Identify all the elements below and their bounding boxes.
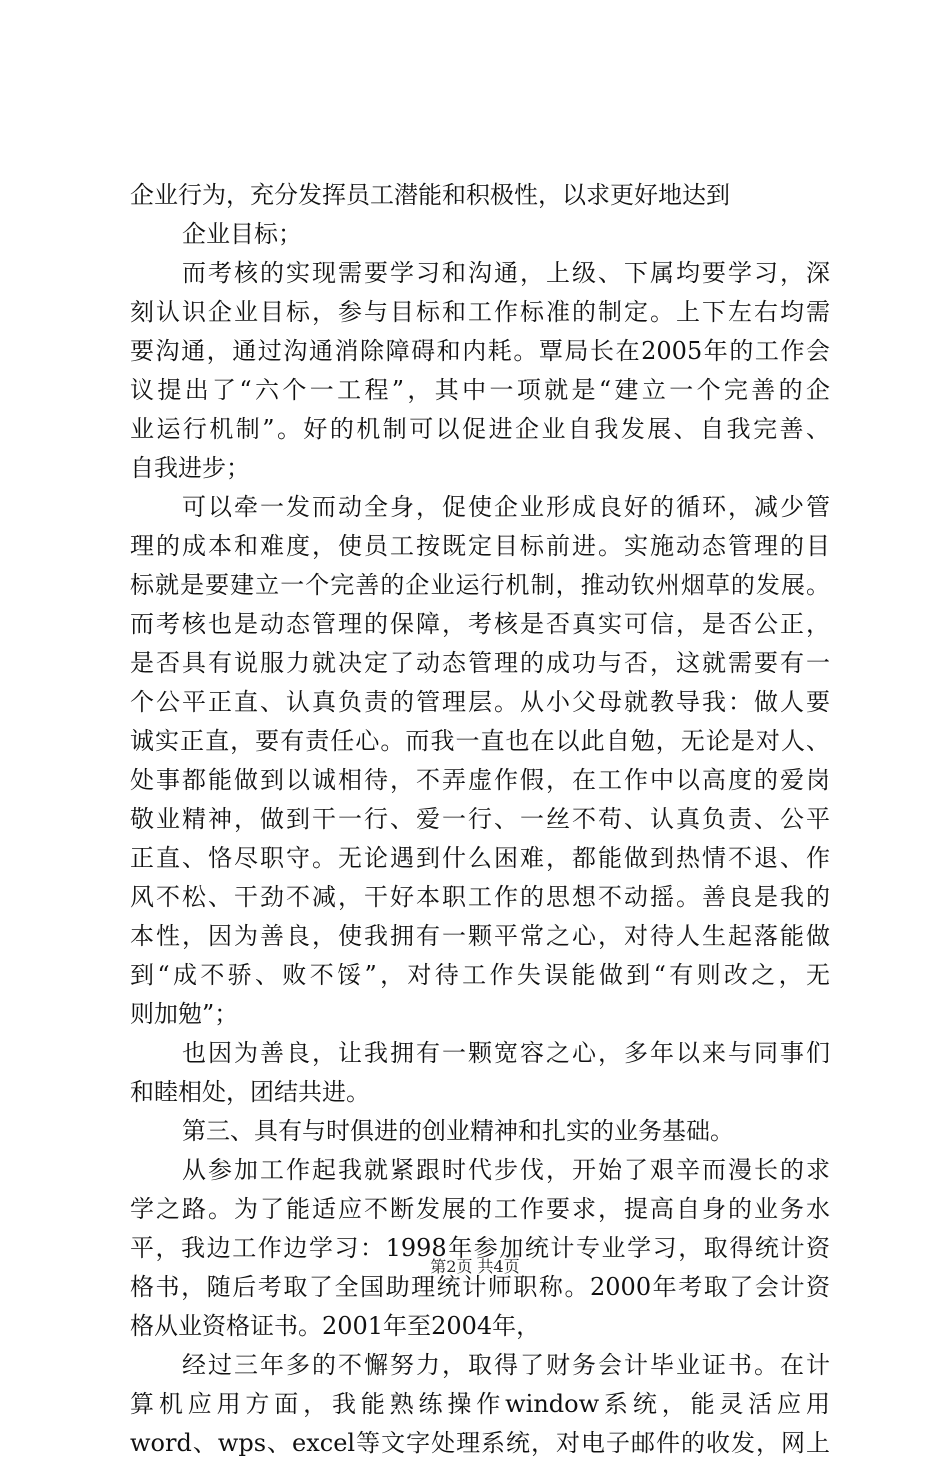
- text-line: 算机应用方面，我能熟练操作window系统，能灵活应用: [130, 1390, 830, 1418]
- text-line: 学之路。为了能适应不断发展的工作要求，提高自身的业务水: [130, 1195, 830, 1223]
- text-line: 本性，因为善良，使我拥有一颗平常之心，对待人生起落能做: [130, 922, 830, 950]
- text-line: 议提出了“六个一工程”，其中一项就是“建立一个完善的企: [130, 376, 830, 404]
- text-line: 敬业精神，做到干一行、爱一行、一丝不苟、认真负责、公平: [130, 805, 830, 833]
- text-line: 而考核也是动态管理的保障，考核是否真实可信，是否公正，: [130, 610, 830, 638]
- text-line: 到“成不骄、败不馁”，对待工作失误能做到“有则改之，无: [130, 961, 830, 989]
- text-line: 从参加工作起我就紧跟时代步伐，开始了艰辛而漫长的求: [182, 1156, 830, 1184]
- text-line: 格书，随后考取了全国助理统计师职称。2000年考取了会计资: [130, 1273, 830, 1301]
- text-line: 诚实正直，要有责任心。而我一直也在以此自勉，无论是对人、: [130, 727, 830, 755]
- text-line: 标就是要建立一个完善的企业运行机制，推动钦州烟草的发展。: [130, 571, 830, 599]
- text-line: 风不松、干劲不减，干好本职工作的思想不动摇。善良是我的: [130, 883, 830, 911]
- text-line: 要沟通，通过沟通消除障碍和内耗。覃局长在2005年的工作会: [130, 337, 830, 365]
- text-line: 可以牵一发而动全身，促使企业形成良好的循环，减少管: [182, 493, 830, 521]
- text-line: 平，我边工作边学习：1998年参加统计专业学习，取得统计资: [130, 1234, 830, 1262]
- text-line: 是否具有说服力就决定了动态管理的成功与否，这就需要有一: [130, 649, 830, 677]
- text-line: 企业目标；: [182, 220, 302, 248]
- text-line: word、wps、excel等文字处理系统，对电子邮件的收发，网上: [130, 1429, 830, 1457]
- text-line: 格从业资格证书。2001年至2004年，: [130, 1312, 541, 1340]
- text-line: 而考核的实现需要学习和沟通，上级、下属均要学习，深: [182, 259, 830, 287]
- text-line: 刻认识企业目标，参与目标和工作标准的制定。上下左右均需: [130, 298, 830, 326]
- text-line: 正直、恪尽职守。无论遇到什么困难，都能做到热情不退、作: [130, 844, 830, 872]
- text-line: 和睦相处，团结共进。: [130, 1078, 370, 1106]
- text-line: 自我进步；: [130, 454, 250, 482]
- text-line: 理的成本和难度，使员工按既定目标前进。实施动态管理的目: [130, 532, 830, 560]
- text-line: 也因为善良，让我拥有一颗宽容之心，多年以来与同事们: [182, 1039, 830, 1067]
- text-line: 第三、具有与时俱进的创业精神和扎实的业务基础。: [182, 1117, 734, 1145]
- text-line: 处事都能做到以诚相待，不弄虚作假，在工作中以高度的爱岗: [130, 766, 830, 794]
- page-footer: 第2页 共4页: [430, 1257, 520, 1276]
- text-line: 经过三年多的不懈努力，取得了财务会计毕业证书。在计: [182, 1351, 830, 1379]
- text-line: 个公平正直、认真负责的管理层。从小父母就教导我：做人要: [130, 688, 830, 716]
- text-line: 业运行机制”。好的机制可以促进企业自我发展、自我完善、: [130, 415, 830, 443]
- text-line: 则加勉”；: [130, 1000, 239, 1028]
- text-line: 企业行为，充分发挥员工潜能和积极性，以求更好地达到: [130, 181, 730, 209]
